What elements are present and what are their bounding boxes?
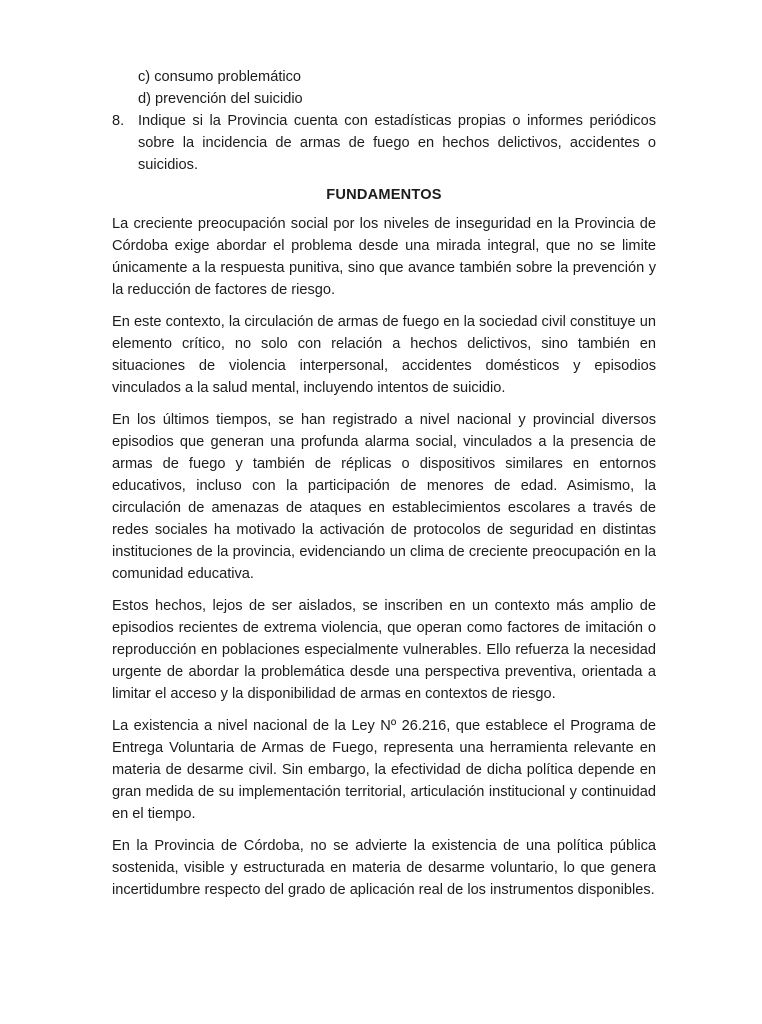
list-item: c) consumo problemático <box>138 69 302 85</box>
paragraph: En este contexto, la circulación de armas de fuego en la sociedad civil constituye un elemento crítico, no solo con relación a hechos delictivos, sino también en situaciones de violencia interpersonal, accidentes domésticos y episodios vinculados a la salud mental, incluyendo intentos de suicidio. <box>112 314 656 396</box>
paragraph: Estos hechos, lejos de ser aislados, se inscriben en un contexto más amplio de episodios recientes de extrema violencia, que operan como factores de imitación o reproducción en poblaciones especialmente vulnerables. Ello refuerza la necesidad urgente de abordar la problemática desde una perspectiva preventiva, orientada a limitar el acceso y la disponibilidad de armas en contextos de riesgo. <box>112 598 656 702</box>
section-heading: FUNDAMENTOS <box>326 187 442 203</box>
paragraph: La creciente preocupación social por los niveles de inseguridad en la Provincia de Córdoba exige abordar el problema desde una mirada integral, que no se limite únicamente a la respuesta punitiva, sino que avance también sobre la prevención y la reducción de factores de riesgo. <box>112 216 656 298</box>
item-number: 8. <box>112 113 125 129</box>
paragraph: En la Provincia de Córdoba, no se advierte la existencia de una política pública sostenida, visible y estructurada en materia de desarme voluntario, lo que genera incertidumbre respecto del grado de aplicación real de los instrumentos disponibles. <box>112 838 656 898</box>
item-text: Indique si la Provincia cuenta con estadísticas propias o informes periódicos sobre la incidencia de armas de fuego en hechos delictivos, accidentes o suicidios. <box>138 113 656 173</box>
sub-list <box>112 66 656 110</box>
paragraph: En los últimos tiempos, se han registrado a nivel nacional y provincial diversos episodios que generan una profunda alarma social, vinculados a la presencia de armas de fuego y también de réplicas o dispositivos similares en entornos educativos, incluso con la participación de menores de edad. Asimismo, la circulación de amenazas de ataques en establecimientos escolares a través de redes sociales ha motivado la activación de protocolos de seguridad en distintas instituciones de la provincia, evidenciando un clima de creciente preocupación en la comunidad educativa. <box>112 412 656 582</box>
numbered-item-8 <box>112 110 656 176</box>
paragraph: La existencia a nivel nacional de la Ley Nº 26.216, que establece el Programa de Entrega Voluntaria de Armas de Fuego, representa una herramienta relevante en materia de desarme civil. Sin embargo, la efectividad de dicha política depende en gran medida de su implementación territorial, articulación institucional y continuidad en el tiempo. <box>112 718 656 822</box>
list-item: d) prevención del suicidio <box>138 91 303 107</box>
document-body <box>112 66 656 911</box>
